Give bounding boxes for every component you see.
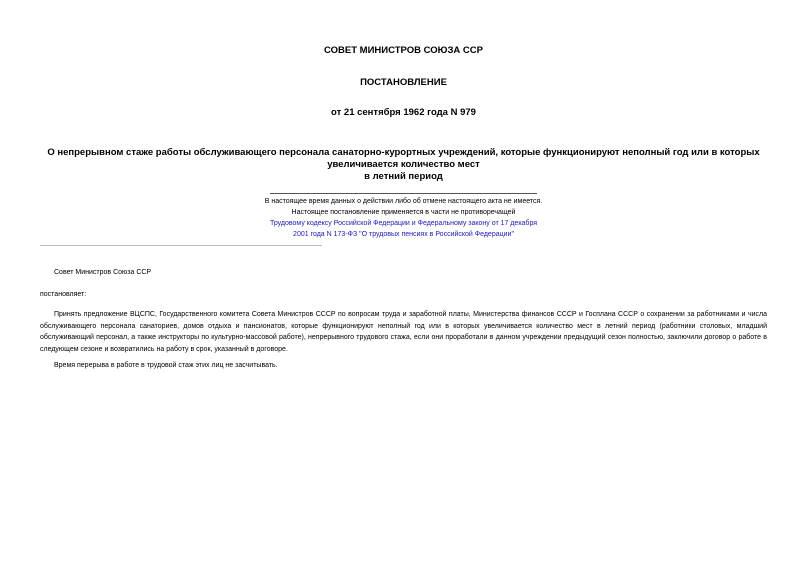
break-time-paragraph: Время перерыва в работе в трудовой стаж этих лиц не засчитывать. xyxy=(54,362,278,369)
document-title-line: увеличивается количество мест xyxy=(327,159,480,170)
resolution-paragraph xyxy=(40,309,767,355)
paragraph-line: числа обслуживающего персонала санаториев, домов отдыха и пансионатов, которые функционируют неполный год или в которых увеличивается количество мест в летний период (работники столовых, младший xyxy=(40,311,767,330)
document-date-number: от 21 сентября 1962 года N 979 xyxy=(331,107,476,118)
paragraph-line: в следующем сезоне и возвратились на работу в срок, указанный в договоре. xyxy=(40,334,767,353)
pension-law-link[interactable]: 2001 года N 173-ФЗ "О трудовых пенсиях в Российской Федерации" xyxy=(293,231,514,238)
status-note-line: В настоящее время данных о действии либо об отмене настоящего акта не имеется. xyxy=(264,198,543,205)
header-separator xyxy=(40,245,322,246)
paragraph-line: Принять предложение ВЦСПС, Государственного комитета Совета Министров СССР по вопросам труда и заработной платы, Министерства финансов СССР и Госплана СССР о сохранении за работниками и xyxy=(54,311,746,318)
preamble-resolves: постановляет: xyxy=(40,291,87,298)
paragraph-line: обслуживающий персонал, а также инструкторы по культурно-массовой работе), непрерывного трудового стажа, если они проработали в данном учреждении предыдущий сезон полностью, заключили договор о работе xyxy=(40,334,762,341)
status-note-line: Настоящее постановление применяется в части не противоречащей xyxy=(291,209,516,216)
document-title-line: в летний период xyxy=(364,171,443,182)
issuer-heading: СОВЕТ МИНИСТРОВ СОЮЗА ССР xyxy=(324,45,483,56)
document-title-line: О непрерывном стаже работы обслуживающего персонала санаторно-курортных учреждений, которые функционируют неполный год или в которых xyxy=(47,147,760,158)
document-title xyxy=(40,147,767,183)
status-notes xyxy=(220,196,587,240)
labor-code-link[interactable]: Трудовому кодексу Российской Федерации и Федеральному закону от 17 декабря xyxy=(269,220,538,227)
preamble-issuer: Совет Министров Союза ССР xyxy=(54,269,152,276)
document-type-heading: ПОСТАНОВЛЕНИЕ xyxy=(360,77,447,88)
notes-divider xyxy=(270,193,537,194)
